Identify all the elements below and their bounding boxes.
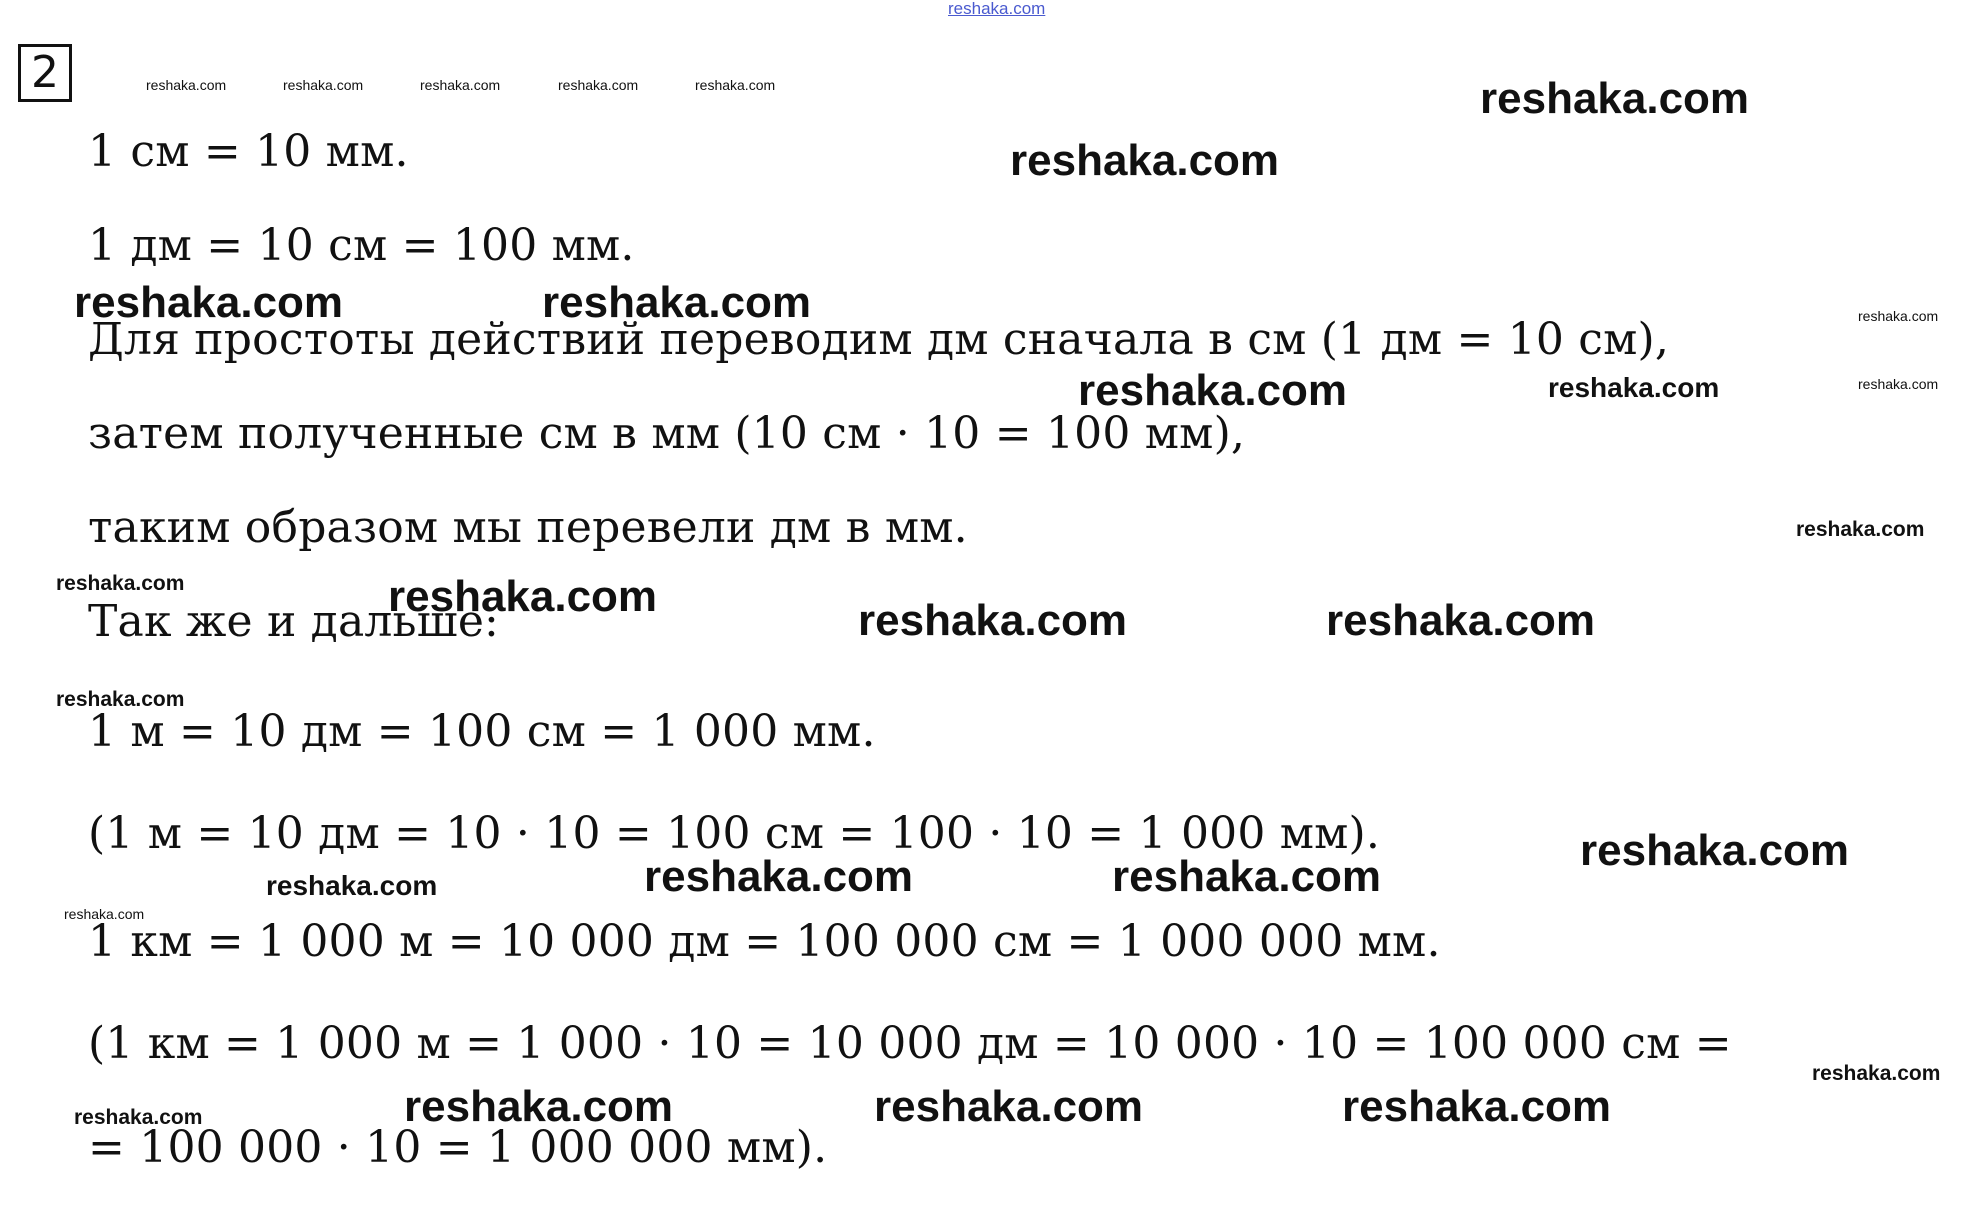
- solution-line-3: Для простоты действий переводим дм сначала в см (1 дм = 10 см),: [88, 314, 1670, 365]
- watermark: reshaka.com: [64, 906, 145, 922]
- watermark: reshaka.com: [56, 572, 185, 595]
- watermark: reshaka.com: [1480, 74, 1750, 123]
- solution-line-5: таким образом мы перевели дм в мм.: [88, 502, 968, 553]
- watermark: reshaka.com: [1010, 136, 1280, 185]
- watermark: reshaka.com: [874, 1082, 1144, 1131]
- solution-line-9: 1 км = 1 000 м = 10 000 дм = 100 000 см = 1 000 000 мм.: [88, 916, 1441, 967]
- watermark: reshaka.com: [266, 870, 438, 901]
- watermark: reshaka.com: [1078, 366, 1348, 415]
- solution-line-10: (1 км = 1 000 м = 1 000 · 10 = 10 000 дм = 10 000 · 10 = 100 000 см =: [88, 1018, 1732, 1069]
- watermark: reshaka.com: [74, 1106, 203, 1129]
- solution-line-2: 1 дм = 10 см = 100 мм.: [88, 220, 635, 271]
- solution-line-6: Так же и дальше:: [88, 596, 500, 647]
- solution-line-7: 1 м = 10 дм = 100 см = 1 000 мм.: [88, 706, 876, 757]
- solution-line-1: 1 см = 10 мм.: [88, 126, 409, 177]
- watermark: reshaka.com: [146, 77, 227, 93]
- watermark: reshaka.com: [1580, 826, 1850, 875]
- watermark: reshaka.com: [404, 1082, 674, 1131]
- watermark: reshaka.com: [1342, 1082, 1612, 1131]
- watermark: reshaka.com: [1112, 852, 1382, 901]
- task-number-box: 2: [18, 44, 72, 102]
- watermark: reshaka.com: [542, 278, 812, 327]
- watermark: reshaka.com: [420, 77, 501, 93]
- watermark: reshaka.com: [1326, 596, 1596, 645]
- watermark: reshaka.com: [1796, 518, 1925, 541]
- watermark: reshaka.com: [1858, 308, 1939, 324]
- watermark: reshaka.com: [1858, 376, 1939, 392]
- solution-line-8: (1 м = 10 дм = 10 · 10 = 100 см = 100 · 10 = 1 000 мм).: [88, 808, 1381, 859]
- watermark: reshaka.com: [1548, 372, 1720, 403]
- watermark: reshaka.com: [558, 77, 639, 93]
- watermark: reshaka.com: [283, 77, 364, 93]
- site-link[interactable]: reshaka.com: [948, 0, 1046, 18]
- watermark: reshaka.com: [388, 572, 658, 621]
- watermark: reshaka.com: [695, 77, 776, 93]
- watermark: reshaka.com: [74, 278, 344, 327]
- solution-line-11: = 100 000 · 10 = 1 000 000 мм).: [88, 1122, 828, 1173]
- watermark: reshaka.com: [1812, 1062, 1941, 1085]
- solution-line-4: затем полученные см в мм (10 см · 10 = 100 мм),: [88, 408, 1246, 459]
- watermark: reshaka.com: [858, 596, 1128, 645]
- watermark: reshaka.com: [644, 852, 914, 901]
- watermark: reshaka.com: [56, 688, 185, 711]
